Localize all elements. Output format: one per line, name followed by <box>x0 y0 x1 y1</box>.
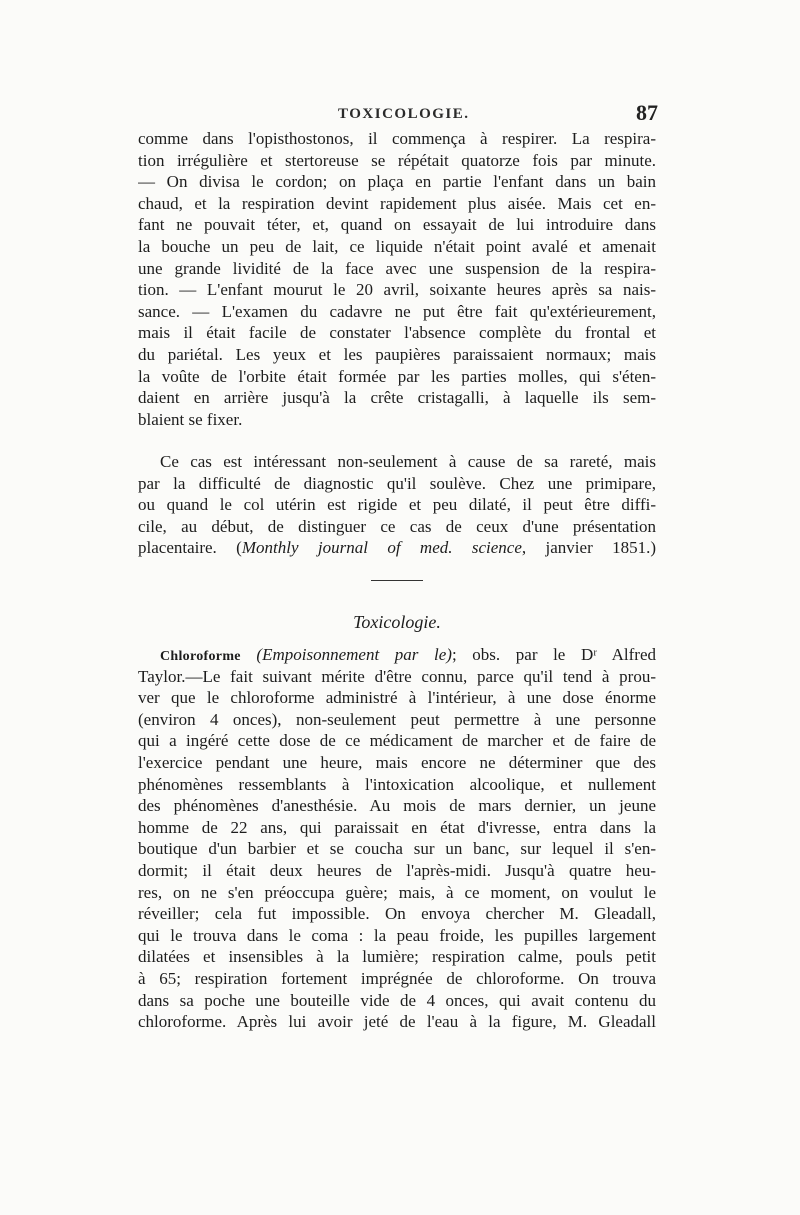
text-line: réveiller; cela fut impossible. On envoya chercher M. Gleadall, <box>138 904 656 924</box>
page-header <box>138 100 658 130</box>
text-line: qui le trouva dans le coma : la peau froide, les pupilles largement <box>138 925 656 945</box>
text-line: sance. — L'examen du cadavre ne put être fait qu'extérieurement, <box>138 301 656 321</box>
paragraph-commentary <box>138 451 656 559</box>
text-line: Ce cas est intéressant non-seulement à cause de sa rareté, mais <box>160 452 656 471</box>
text-line: blaient se fixer. <box>138 409 243 429</box>
text-line: dormit; il était deux heures de l'après-midi. Jusqu'à quatre heu- <box>138 860 656 880</box>
paragraph-chloroform <box>138 644 656 1033</box>
paragraph-case-report <box>138 128 656 430</box>
text-line: daient en arrière jusqu'à la crête cristagalli, à laquelle ils sem- <box>138 388 656 408</box>
text-line: fant ne pouvait téter, et, quand on essayait de lui introduire dans <box>138 215 656 235</box>
text-line: mais il était facile de constater l'absence complète du frontal et <box>138 323 656 343</box>
text-line: phénomènes ressemblants à l'intoxication alcoolique, et nullement <box>138 774 656 794</box>
text-line: des phénomènes d'anesthésie. Au mois de mars dernier, un jeune <box>138 796 656 816</box>
section-title: Toxicologie. <box>353 612 441 632</box>
running-title: TOXICOLOGIE. <box>338 106 470 122</box>
text-line: par la difficulté de diagnostic qu'il soulève. Chez une primipare, <box>138 473 656 493</box>
text-line: la voûte de l'orbite était formée par les parties molles, qui s'éten- <box>138 366 656 386</box>
text-line-lead <box>138 644 656 666</box>
text-line: du pariétal. Les yeux et les paupières paraissaient normaux; mais <box>138 344 656 364</box>
text-line: homme de 22 ans, qui paraissait en état d'ivresse, entra dans la <box>138 817 656 837</box>
entry-attribution: ; obs. par le Dʳ Alfred <box>451 645 656 664</box>
text-line: l'exercice pendant une heure, mais encore ne déterminer que des <box>138 752 656 772</box>
citation-prefix: placentaire. ( <box>138 538 242 558</box>
text-line: dans sa poche une bouteille vide de 4 onces, qui avait contenu du <box>138 990 656 1010</box>
text-line: ver que le chloroforme administré à l'intérieur, à une dose énorme <box>138 688 656 708</box>
text-line: Taylor.—Le fait suivant mérite d'être connu, parce qu'il tend à prou- <box>138 666 656 686</box>
entry-subtitle: (Empoisonnement par le) <box>240 645 452 664</box>
text-line: dilatées et insensibles à la lumière; respiration calme, pouls petit <box>138 947 656 967</box>
page-number: 87 <box>636 100 658 125</box>
entry-keyword: Chloroforme <box>160 649 241 664</box>
text-line: la bouche un peu de lait, ce liquide n'était point avalé et amenait <box>138 236 656 256</box>
text-line: res, on ne s'en préoccupa guère; mais, à ce moment, on voulut le <box>138 882 656 902</box>
text-line: chaud, et la respiration devint rapidement plus aisée. Mais cet en- <box>138 193 656 213</box>
text-line-citation <box>138 537 656 559</box>
journal-title: Monthly journal of med. science <box>241 538 522 558</box>
text-line: comme dans l'opisthostonos, il commença à respirer. La respira- <box>138 129 656 148</box>
text-line: (environ 4 onces), non-seulement peut permettre à une personne <box>138 709 656 729</box>
text-line: ou quand le col utérin est rigide et peu dilaté, il peut être diffi- <box>138 495 656 515</box>
text-line: tion. — L'enfant mourut le 20 avril, soixante heures après sa nais- <box>138 280 656 300</box>
citation-date: , janvier 1851.) <box>521 538 656 558</box>
text-line: une grande lividité de la face avec une suspension de la respira- <box>138 258 656 278</box>
text-line: — On divisa le cordon; on plaça en partie l'enfant dans un bain <box>138 172 656 192</box>
text-line: boutique d'un barbier et se coucha sur un banc, sur lequel il s'en- <box>138 839 656 859</box>
text-line: à 65; respiration fortement imprégnée de chloroforme. On trouva <box>138 968 656 988</box>
section-divider <box>371 580 423 581</box>
text-line: chloroforme. Après lui avoir jeté de l'eau à la figure, M. Gleadall <box>138 1012 656 1032</box>
text-line: qui a ingéré cette dose de ce médicament de marcher et de faire de <box>138 731 656 751</box>
text-line: tion irrégulière et stertoreuse se répétait quatorze fois par minute. <box>138 150 656 170</box>
text-line: cile, au début, de distinguer ce cas de ceux d'une présentation <box>138 516 656 536</box>
